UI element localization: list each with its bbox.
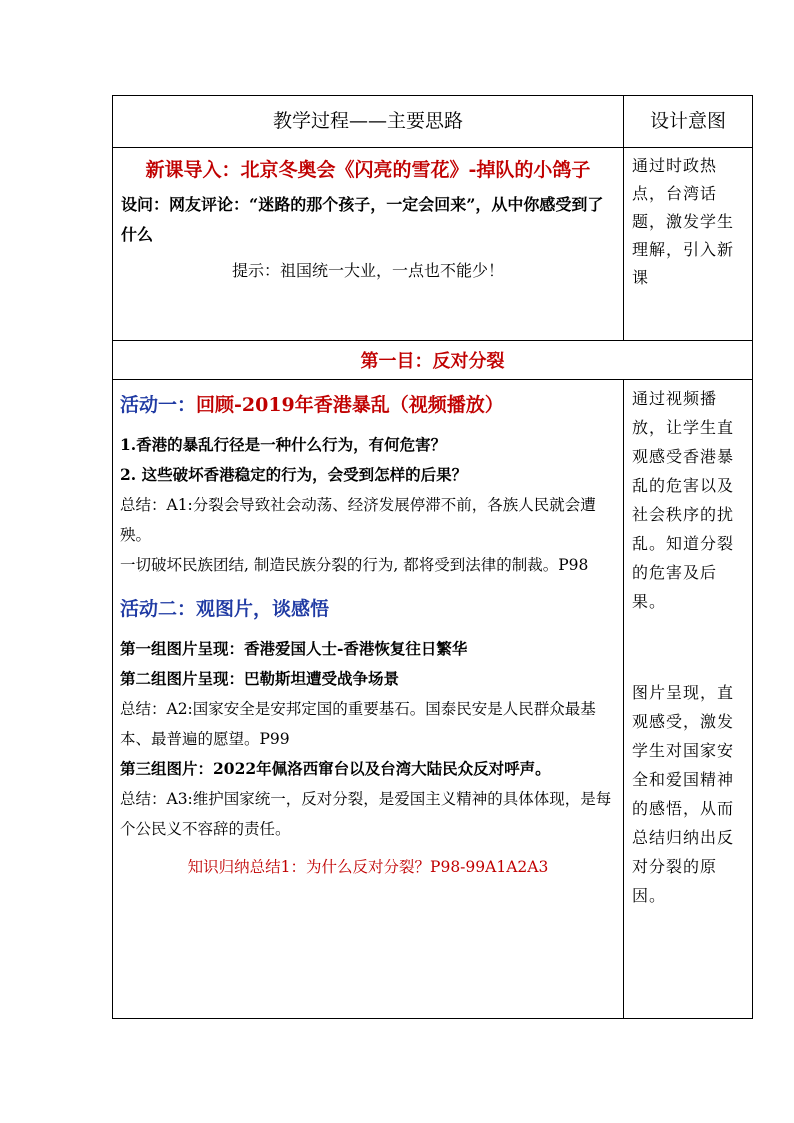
activity1-intent: 通过视频播放，让学生直观感受香港暴乱的危害以及社会秩序的扰乱。知道分裂的危害及后果。 bbox=[632, 389, 735, 611]
activities-intent-cell bbox=[624, 380, 753, 1019]
activity2-summary-2: 总结：A2:国家安全是安邦定国的重要基石。国泰民安是人民群众最基本、最普遍的愿望。P99 bbox=[120, 700, 596, 748]
activity2-title: 活动二：观图片，谈感悟 bbox=[120, 598, 330, 620]
activity2-group-2: 第二组图片呈现：巴勒斯坦遭受战争场景 bbox=[120, 669, 400, 688]
intro-intent-cell bbox=[624, 148, 753, 341]
activity2-group-3: 第三组图片：2022年佩洛西窜台以及台湾大陆民众反对呼声。 bbox=[120, 759, 551, 778]
intro-intent: 通过时政热点，台湾话题，激发学生理解，引入新课 bbox=[632, 156, 735, 287]
activity2-group-1: 第一组图片呈现：香港爱国人士-香港恢复往日繁华 bbox=[120, 639, 468, 658]
activity1-title-prefix: 活动一： bbox=[120, 394, 197, 416]
activity1-summary-2: 一切破坏民族团结, 制造民族分裂的行为, 都将受到法律的制裁。P98 bbox=[120, 556, 589, 574]
intro-title: 新课导入：北京冬奥会《闪亮的雪花》-掉队的小鸽子 bbox=[145, 159, 591, 181]
activity1-summary-1: 总结：A1:分裂会导致社会动荡、经济发展停滞不前，各族人民就会遭殃。 bbox=[120, 496, 596, 544]
header-intent: 设计意图 bbox=[624, 96, 753, 148]
intro-content-cell bbox=[113, 148, 624, 341]
activity1-title bbox=[120, 388, 616, 422]
activity1-title-rest: 回顾-2019年香港暴乱（视频播放） bbox=[196, 394, 504, 416]
intro-question: 设问：网友评论：“迷路的那个孩子，一定会回来”，从中你感受到了什么 bbox=[121, 195, 604, 244]
knowledge-conclusion: 知识归纳总结1：为什么反对分裂？P98-99A1A2A3 bbox=[187, 858, 549, 876]
activity1-question-1: 1.香港的暴乱行径是一种什么行为，有何危害？ bbox=[120, 435, 447, 454]
activity2-intent: 图片呈现，直观感受，激发学生对国家安全和爱国精神的感悟，从而总结归纳出反对分裂的原因。 bbox=[632, 683, 735, 905]
activities-content-cell bbox=[113, 380, 624, 1019]
activities-row bbox=[113, 380, 753, 1019]
activity2-summary-3: 总结：A3:维护国家统一，反对分裂，是爱国主义精神的具体体现，是每个公民义不容辞的责任。 bbox=[120, 790, 612, 838]
table-header-row bbox=[113, 96, 753, 148]
intro-hint: 提示：祖国统一大业，一点也不能少！ bbox=[231, 261, 504, 280]
section-row bbox=[113, 341, 753, 380]
header-process: 教学过程——主要思路 bbox=[113, 96, 624, 148]
intro-row bbox=[113, 148, 753, 341]
activity1-question-2: 2. 这些破坏香港稳定的行为，会受到怎样的后果？ bbox=[120, 465, 468, 484]
lesson-plan-table bbox=[112, 95, 753, 1019]
section-title: 第一目：反对分裂 bbox=[113, 341, 753, 380]
